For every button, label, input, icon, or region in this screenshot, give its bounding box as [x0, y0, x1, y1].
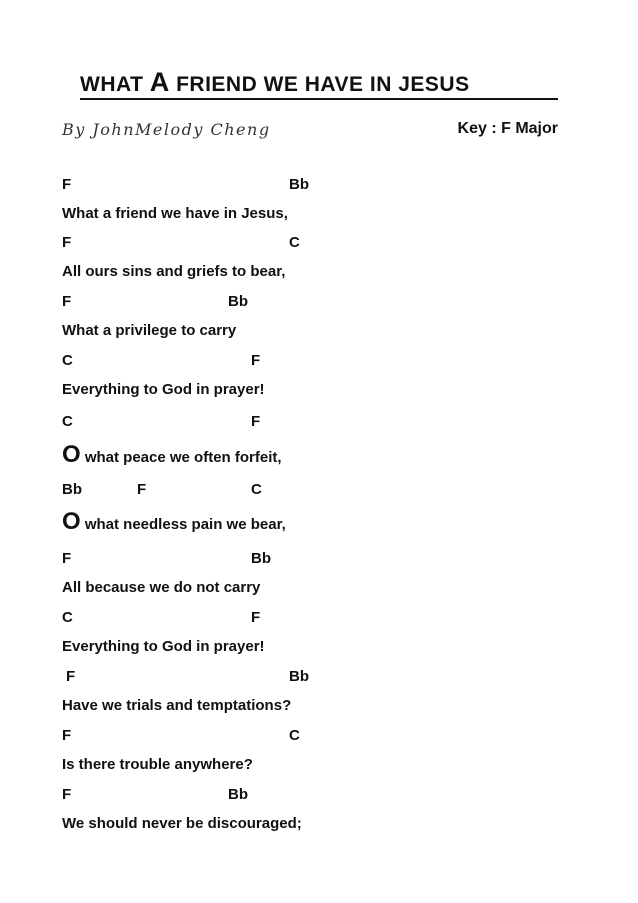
chord: F — [137, 481, 147, 498]
title-before: WHAT — [80, 73, 150, 96]
lyric-line: All because we do not carry — [62, 579, 261, 596]
lyric-text: what needless pain we bear, — [80, 516, 286, 533]
lyric-line: Have we trials and temptations? — [62, 697, 292, 714]
lyric-line — [62, 508, 286, 535]
title-after: FRIEND WE HAVE IN JESUS — [169, 73, 470, 96]
title-cap: A — [149, 67, 170, 97]
lyric-line — [62, 441, 282, 468]
chord: F — [66, 668, 76, 685]
lyric-line: Everything to God in prayer! — [62, 381, 265, 398]
chord: C — [289, 234, 300, 251]
chord: F — [62, 727, 72, 744]
lyric-initial: O — [62, 508, 81, 535]
lyric-initial: O — [62, 441, 81, 468]
lyric-line: What a privilege to carry — [62, 322, 237, 339]
lyric-line: Everything to God in prayer! — [62, 638, 265, 655]
lyric-line: All ours sins and griefs to bear, — [62, 263, 286, 280]
chord: F — [62, 176, 72, 193]
chord: F — [62, 550, 72, 567]
chord: Bb — [289, 668, 309, 685]
chord: Bb — [251, 550, 271, 567]
chord: F — [62, 234, 72, 251]
chord: C — [62, 352, 73, 369]
chord: Bb — [228, 786, 248, 803]
lyric-text: what peace we often forfeit, — [80, 449, 282, 466]
chord: Bb — [62, 481, 82, 498]
chord: F — [62, 293, 72, 310]
lyric-line: Is there trouble anywhere? — [62, 756, 253, 773]
chord: F — [251, 413, 261, 430]
chord: F — [251, 352, 261, 369]
lyric-line: What a friend we have in Jesus, — [62, 205, 288, 222]
chord: C — [251, 481, 262, 498]
chord: C — [62, 609, 73, 626]
chord: Bb — [228, 293, 248, 310]
chord: F — [62, 786, 72, 803]
chord: C — [62, 413, 73, 430]
song-key: Key : F Major — [457, 120, 558, 137]
song-title — [80, 67, 558, 100]
author-credit: By JohnMelody Cheng — [62, 120, 271, 139]
lyric-line: We should never be discouraged; — [62, 815, 302, 832]
chord: Bb — [289, 176, 309, 193]
chord: F — [251, 609, 261, 626]
chord: C — [289, 727, 300, 744]
